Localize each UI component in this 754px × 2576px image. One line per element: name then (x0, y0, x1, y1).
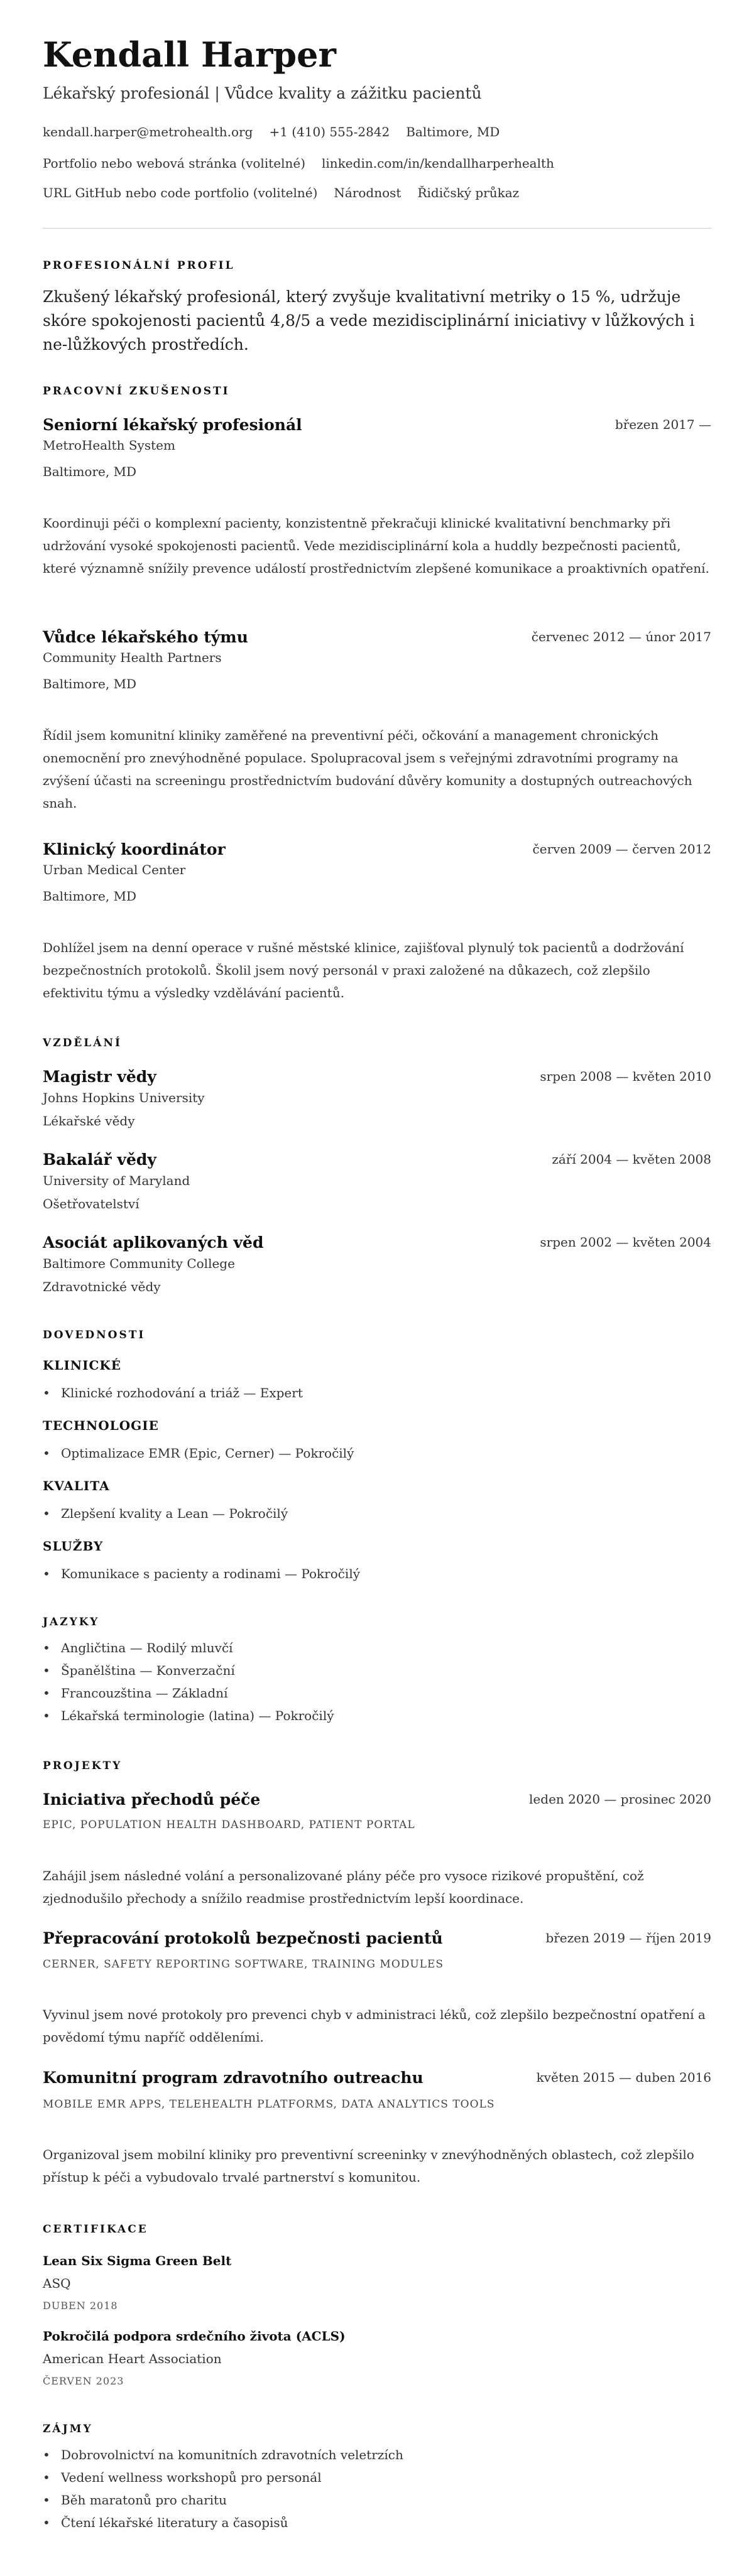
project-technologies: EPIC, POPULATION HEALTH DASHBOARD, PATIENT PORTAL (43, 1819, 415, 1831)
github-link[interactable]: URL GitHub nebo code portfolio (volitelné) (43, 185, 318, 200)
certification-date: ČERVEN 2023 (43, 2375, 124, 2387)
education-dates: září 2004 — květen 2008 (552, 1152, 711, 1167)
section-heading-projects: PROJEKTY (43, 1760, 123, 1772)
education-dates: srpen 2002 — květen 2004 (540, 1235, 711, 1250)
job-location: Baltimore, MD (43, 889, 137, 904)
project-technologies: CERNER, SAFETY REPORTING SOFTWARE, TRAINING MODULES (43, 1958, 444, 1971)
job-location: Baltimore, MD (43, 676, 137, 691)
job-dates: červen 2009 — červen 2012 (532, 842, 711, 857)
phone-number: +1 (410) 555-2842 (269, 124, 390, 139)
job-company: Urban Medical Center (43, 862, 186, 877)
job-title: Vůdce lékařského týmu (43, 628, 248, 646)
interest-item: • Vedení wellness workshopů pro personál (43, 2470, 322, 2485)
education-degree: Bakalář vědy (43, 1150, 156, 1169)
email-link[interactable]: kendall.harper@metrohealth.org (43, 124, 253, 139)
section-heading-languages: JAZYKY (43, 1616, 100, 1628)
project-title: Iniciativa přechodů péče (43, 1790, 261, 1809)
skill-group-name: KVALITA (43, 1478, 110, 1493)
skill-item: • Optimalizace EMR (Epic, Cerner) — Pokročilý (43, 1446, 354, 1461)
header-divider (43, 228, 711, 229)
project-dates: leden 2020 — prosinec 2020 (529, 1792, 711, 1807)
license-text: Řidičský průkaz (417, 185, 520, 200)
interest-item: • Dobrovolnictví na komunitních zdravotních veletrzích (43, 2447, 403, 2462)
education-school: Baltimore Community College (43, 1256, 235, 1271)
project-description: Organizoval jsem mobilní kliniky pro preventivní screeninky v znevýhodněných oblastech, což zlepšilo přístup k péči a vybudovalo trvalé partnerství s komunitou. (43, 2147, 694, 2185)
contact-row-1 (43, 124, 516, 139)
project-dates: květen 2015 — duben 2016 (536, 2070, 711, 2085)
job-dates: červenec 2012 — únor 2017 (531, 629, 711, 644)
skill-item: • Komunikace s pacienty a rodinami — Pokročilý (43, 1566, 360, 1581)
skill-group-name: KLINICKÉ (43, 1358, 121, 1373)
contact-row-2 (43, 156, 571, 171)
job-title: Seniorní lékařský profesionál (43, 416, 302, 434)
project-description: Zahájil jsem následné volání a personalizované plány péče pro vysoce rizikové propuštění, což zjednodušilo přechody a snížilo readmise prostřednictvím lepší koordinace. (43, 1868, 644, 1906)
skill-group-name: SLUŽBY (43, 1539, 104, 1554)
section-heading-certifications: CERTIFIKACE (43, 2223, 148, 2236)
section-heading-education: VZDĚLÁNÍ (43, 1037, 122, 1049)
language-item: • Francouzština — Základní (43, 1686, 227, 1701)
location-text: Baltimore, MD (406, 124, 500, 139)
contact-row-3 (43, 185, 535, 200)
education-dates: srpen 2008 — květen 2010 (540, 1069, 711, 1084)
project-description: Vyvinul jsem nové protokoly pro prevenci chyb v administraci léků, což zlepšilo bezpečnostní opatření a povědomí týmu napříč odděleními. (43, 2007, 706, 2045)
project-dates: březen 2019 — říjen 2019 (545, 1930, 711, 1946)
language-item: • Španělština — Konverzační (43, 1663, 235, 1678)
section-heading-interests: ZÁJMY (43, 2423, 93, 2435)
skill-item: • Klinické rozhodování a triáž — Expert (43, 1385, 303, 1400)
section-heading-skills: DOVEDNOSTI (43, 1329, 146, 1341)
language-item: • Angličtina — Rodilý mluvčí (43, 1640, 233, 1655)
certification-name: Pokročilá podpora srdečního života (ACLS) (43, 2329, 346, 2344)
job-description: Dohlížel jsem na denní operace v rušné městské klinice, zajišťoval plynulý tok pacientů a dodržování bezpečnostních protokolů. Školil jsem nový personál v praxi založené na důkazech, což zlepšilo efektivitu týmu a výsledky vzdělávání pacientů. (43, 940, 684, 1000)
job-location: Baltimore, MD (43, 464, 137, 479)
certification-issuer: American Heart Association (43, 2351, 222, 2366)
education-field: Lékařské vědy (43, 1113, 135, 1128)
section-heading-profile: PROFESIONÁLNÍ PROFIL (43, 259, 235, 272)
skill-item: • Zlepšení kvality a Lean — Pokročilý (43, 1506, 288, 1521)
education-school: University of Maryland (43, 1173, 190, 1188)
job-company: MetroHealth System (43, 438, 175, 453)
job-dates: březen 2017 — (615, 417, 711, 432)
certification-name: Lean Six Sigma Green Belt (43, 2253, 232, 2268)
education-field: Zdravotnické vědy (43, 1279, 161, 1294)
profile-summary: Zkušený lékařský profesionál, který zvyšuje kvalitativní metriky o 15 %, udržuje skóre spokojenosti pacientů 4,8/5 a vede mezidisciplinární iniciativy v lůžkových i ne-lůžkových prostředích. (43, 288, 695, 354)
education-field: Ošetřovatelství (43, 1196, 139, 1211)
education-degree: Magistr vědy (43, 1068, 156, 1086)
job-title: Klinický koordinátor (43, 840, 226, 858)
candidate-tagline: Lékařský profesionál | Vůdce kvality a zážitku pacientů (43, 84, 482, 102)
certification-issuer: ASQ (43, 2276, 71, 2291)
language-item: • Lékařská terminologie (latina) — Pokročilý (43, 1708, 334, 1723)
job-description: Koordinuji péči o komplexní pacienty, konzistentně překračuji klinické kvalitativní benchmarky při udržování vysoké spokojenosti pacientů. Vede mezidisciplinární kola a huddly bezpečnosti pacientů, které významně snížily prevence událostí prostřednictvím zlepšené komunikace a proaktivních opatření. (43, 516, 709, 576)
candidate-name: Kendall Harper (43, 35, 336, 75)
job-company: Community Health Partners (43, 650, 222, 665)
nationality-text: Národnost (334, 185, 402, 200)
project-title: Komunitní program zdravotního outreachu (43, 2069, 423, 2087)
education-degree: Asociát aplikovaných věd (43, 1233, 264, 1252)
certification-date: DUBEN 2018 (43, 2300, 118, 2312)
interest-item: • Čtení lékařské literatury a časopisů (43, 2515, 288, 2530)
project-title: Přepracování protokolů bezpečnosti pacientů (43, 1929, 443, 1947)
project-technologies: MOBILE EMR APPS, TELEHEALTH PLATFORMS, DATA ANALYTICS TOOLS (43, 2098, 495, 2111)
education-school: Johns Hopkins University (43, 1090, 205, 1105)
job-description: Řídil jsem komunitní kliniky zaměřené na preventivní péči, očkování a management chronických onemocnění pro znevýhodněné populace. Spolupracoval jsem s veřejnými zdravotními programy na zvýšení účasti na screeningu prostřednictvím budování důvěry komunity a dostupných outreachových snah. (43, 728, 692, 811)
linkedin-link[interactable]: linkedin.com/in/kendallharperhealth (322, 156, 554, 171)
interest-item: • Běh maratonů pro charitu (43, 2492, 227, 2508)
skill-group-name: TECHNOLOGIE (43, 1418, 159, 1433)
section-heading-experience: PRACOVNÍ ZKUŠENOSTI (43, 385, 230, 398)
portfolio-link[interactable]: Portfolio nebo webová stránka (volitelné) (43, 156, 306, 171)
